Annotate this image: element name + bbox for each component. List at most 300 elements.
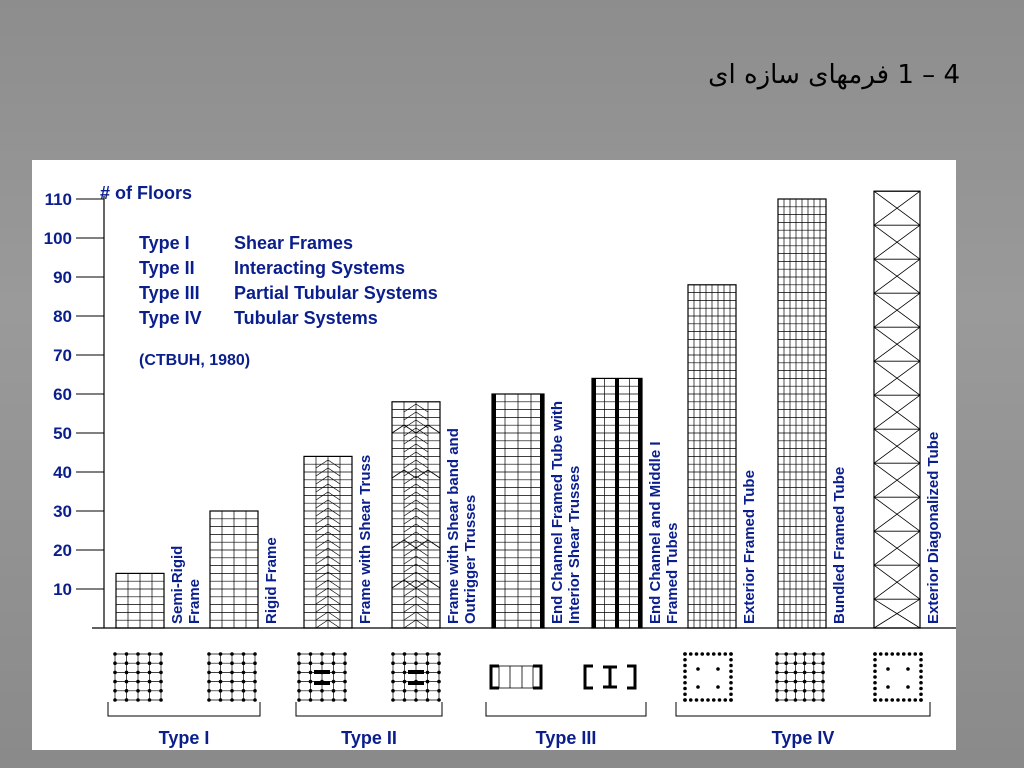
column-dot: [159, 671, 163, 675]
column-dot: [253, 698, 257, 702]
building-bars: [116, 191, 942, 628]
column-dot: [297, 698, 301, 702]
column-dot: [207, 671, 211, 675]
column-dot: [706, 652, 710, 656]
column-dot: [332, 680, 336, 684]
system-bar: [304, 455, 374, 628]
column-dot: [343, 689, 347, 693]
column-dot: [729, 698, 733, 702]
legend-type-2: Type II: [139, 258, 195, 278]
column-dot: [803, 680, 807, 684]
column-dot: [219, 698, 223, 702]
system-bar: [778, 199, 848, 628]
column-dot: [913, 698, 917, 702]
column-dot: [706, 698, 710, 702]
column-dot: [885, 698, 889, 702]
legend: [139, 233, 438, 369]
column-dot: [775, 698, 779, 702]
plan-grid: [115, 654, 161, 700]
system-label: Exterior Diagonalized Tube: [925, 431, 942, 624]
column-dot: [873, 687, 877, 691]
column-dot: [873, 658, 877, 662]
core-truss: [408, 670, 424, 674]
column-dot: [908, 652, 912, 656]
y-tick-label: 70: [53, 346, 72, 365]
column-dot: [821, 689, 825, 693]
column-dot: [343, 661, 347, 665]
legend-name-2: Interacting Systems: [234, 258, 406, 278]
column-dot: [136, 671, 140, 675]
column-dot: [873, 652, 877, 656]
column-dot: [309, 689, 313, 693]
column-dot: [207, 652, 211, 656]
system-label: Semi-Rigid: [169, 545, 186, 624]
column-dot: [113, 671, 117, 675]
column-dot: [873, 669, 877, 673]
column-dot: [890, 652, 894, 656]
column-dot: [403, 698, 407, 702]
plan-grid: [209, 654, 255, 700]
group-bracket: [108, 702, 260, 716]
bar-outline: [874, 191, 920, 628]
plan-grid: [393, 654, 439, 700]
interior-trusses: [510, 666, 522, 688]
column-dot: [207, 680, 211, 684]
system-label: Exterior Framed Tube: [741, 470, 758, 624]
column-dot: [873, 698, 877, 702]
column-dot: [683, 664, 687, 668]
column-dot: [309, 680, 313, 684]
column-dot: [683, 652, 687, 656]
floor-plan: [391, 652, 441, 702]
column-dot: [902, 652, 906, 656]
core-truss: [314, 670, 330, 674]
column-dot: [148, 661, 152, 665]
column-dot: [242, 680, 246, 684]
column-dot: [253, 680, 257, 684]
group-label: Type III: [535, 728, 597, 748]
column-dot: [230, 661, 234, 665]
column-dot: [803, 671, 807, 675]
column-dot: [242, 661, 246, 665]
column-dot: [113, 689, 117, 693]
column-dot: [437, 689, 441, 693]
column-dot: [136, 698, 140, 702]
column-dot: [919, 681, 923, 685]
column-dot: [784, 652, 788, 656]
column-dot: [403, 671, 407, 675]
column-dot: [696, 685, 700, 689]
column-dot: [873, 681, 877, 685]
column-dot: [879, 652, 883, 656]
y-ticks: [44, 190, 104, 599]
system-label-line2: Outrigger Trusses: [462, 494, 479, 624]
column-dot: [426, 661, 430, 665]
core-truss: [314, 681, 330, 685]
y-tick-label: 20: [53, 541, 72, 560]
group-bracket: [676, 702, 930, 716]
column-dot: [343, 698, 347, 702]
column-dot: [125, 671, 129, 675]
group-label: Type IV: [771, 728, 835, 748]
column-dot: [320, 661, 324, 665]
column-dot: [873, 664, 877, 668]
group-label: Type II: [341, 728, 397, 748]
column-dot: [136, 680, 140, 684]
column-dot: [919, 669, 923, 673]
column-dot: [242, 671, 246, 675]
column-dot: [718, 652, 722, 656]
y-tick-label: 100: [43, 229, 72, 248]
column-dot: [784, 661, 788, 665]
column-dot: [403, 652, 407, 656]
y-tick-label: 40: [53, 463, 72, 482]
column-dot: [343, 680, 347, 684]
column-dot: [253, 671, 257, 675]
column-dot: [729, 664, 733, 668]
column-dot: [729, 669, 733, 673]
column-dot: [896, 652, 900, 656]
column-dot: [426, 652, 430, 656]
column-dot: [297, 680, 301, 684]
y-tick-label: 50: [53, 424, 72, 443]
column-dot: [332, 671, 336, 675]
type-group: [486, 702, 646, 748]
column-dot: [689, 652, 693, 656]
column-dot: [723, 698, 727, 702]
column-dot: [148, 698, 152, 702]
column-dot: [821, 671, 825, 675]
legend-name-4: Tubular Systems: [234, 308, 378, 328]
column-dot: [700, 652, 704, 656]
column-dot: [332, 689, 336, 693]
bar-grid: [116, 573, 164, 628]
column-dot: [919, 658, 923, 662]
column-dot: [320, 652, 324, 656]
column-dot: [230, 652, 234, 656]
channel-wall: [540, 394, 544, 628]
column-dot: [695, 698, 699, 702]
column-dot: [821, 661, 825, 665]
y-axis-title: # of Floors: [100, 183, 193, 203]
column-dot: [919, 698, 923, 702]
legend-name-1: Shear Frames: [234, 233, 354, 253]
y-tick-label: 60: [53, 385, 72, 404]
column-dot: [343, 652, 347, 656]
column-dot: [219, 652, 223, 656]
column-dot: [391, 661, 395, 665]
system-label-line2: Interior Shear Trusses: [566, 465, 583, 624]
column-dot: [729, 675, 733, 679]
column-dot: [391, 671, 395, 675]
column-dot: [437, 680, 441, 684]
column-dot: [159, 680, 163, 684]
column-dot: [219, 671, 223, 675]
column-dot: [414, 652, 418, 656]
column-dot: [683, 658, 687, 662]
system-label: Frame with Shear Truss: [357, 454, 374, 624]
system-label: Bundled Framed Tube: [831, 466, 848, 624]
column-dot: [794, 680, 798, 684]
bar-grid: [304, 456, 352, 628]
system-label-line2: Frame: [186, 578, 203, 624]
column-dot: [885, 652, 889, 656]
middle-i-wall: [615, 378, 619, 628]
column-dot: [309, 652, 313, 656]
column-dot: [879, 698, 883, 702]
plan-grid: [299, 654, 345, 700]
column-dot: [886, 685, 890, 689]
column-dot: [125, 680, 129, 684]
column-dot: [113, 698, 117, 702]
column-dot: [775, 689, 779, 693]
column-dot: [437, 698, 441, 702]
core-truss: [408, 681, 424, 685]
column-dot: [437, 652, 441, 656]
column-dot: [219, 680, 223, 684]
channel-wall: [592, 378, 596, 628]
system-bar: [116, 546, 203, 628]
system-label: Frame with Shear band and: [445, 428, 462, 624]
legend-name-3: Partial Tubular Systems: [234, 283, 438, 303]
column-dot: [683, 687, 687, 691]
column-dot: [803, 689, 807, 693]
column-dot: [403, 680, 407, 684]
column-dot: [230, 671, 234, 675]
floor-plan: [775, 652, 825, 702]
column-dot: [718, 698, 722, 702]
column-dot: [794, 661, 798, 665]
column-dot: [812, 671, 816, 675]
column-dot: [297, 652, 301, 656]
channel-wall: [638, 378, 642, 628]
column-dot: [159, 689, 163, 693]
column-dot: [812, 689, 816, 693]
column-dot: [426, 680, 430, 684]
column-dot: [207, 698, 211, 702]
column-dot: [426, 671, 430, 675]
column-dot: [332, 698, 336, 702]
column-dot: [906, 685, 910, 689]
column-dot: [148, 652, 152, 656]
column-dot: [320, 698, 324, 702]
column-dot: [437, 671, 441, 675]
column-dot: [113, 680, 117, 684]
group-bracket: [296, 702, 442, 716]
column-dot: [403, 689, 407, 693]
column-dot: [125, 698, 129, 702]
column-dot: [391, 680, 395, 684]
column-dot: [919, 664, 923, 668]
column-dot: [695, 652, 699, 656]
column-dot: [297, 661, 301, 665]
column-dot: [207, 689, 211, 693]
column-dot: [125, 689, 129, 693]
column-dot: [890, 698, 894, 702]
floor-plan: [683, 652, 733, 702]
column-dot: [125, 652, 129, 656]
column-dot: [729, 652, 733, 656]
column-dot: [913, 652, 917, 656]
interior-truss-box: [499, 666, 533, 688]
system-label: End Channel Framed Tube with: [549, 400, 566, 624]
plan-grid: [777, 654, 823, 700]
column-dot: [803, 661, 807, 665]
column-dot: [696, 667, 700, 671]
column-dot: [391, 689, 395, 693]
column-dot: [683, 698, 687, 702]
column-dot: [873, 692, 877, 696]
column-dot: [712, 652, 716, 656]
y-tick-label: 80: [53, 307, 72, 326]
group-label: Type I: [158, 728, 210, 748]
middle-i-section: [603, 667, 617, 687]
column-dot: [812, 698, 816, 702]
column-dot: [784, 698, 788, 702]
column-dot: [230, 698, 234, 702]
floor-plan: [113, 652, 163, 702]
column-dot: [437, 661, 441, 665]
column-dot: [821, 698, 825, 702]
column-dot: [794, 689, 798, 693]
column-dot: [403, 661, 407, 665]
column-dot: [159, 661, 163, 665]
column-dot: [332, 652, 336, 656]
column-dot: [426, 698, 430, 702]
column-dot: [391, 652, 395, 656]
column-dot: [219, 661, 223, 665]
column-dot: [794, 652, 798, 656]
column-dot: [253, 652, 257, 656]
column-dot: [896, 698, 900, 702]
column-dot: [159, 652, 163, 656]
y-tick-label: 10: [53, 580, 72, 599]
column-dot: [242, 652, 246, 656]
column-dot: [320, 689, 324, 693]
column-dot: [906, 667, 910, 671]
floor-plan: [297, 652, 347, 702]
column-dot: [332, 661, 336, 665]
column-dot: [919, 652, 923, 656]
column-dot: [426, 689, 430, 693]
floor-plan: [491, 666, 541, 688]
chart-canvas: [32, 160, 956, 750]
column-dot: [391, 698, 395, 702]
legend-type-1: Type I: [139, 233, 190, 253]
y-tick-label: 30: [53, 502, 72, 521]
column-dot: [902, 698, 906, 702]
column-dot: [908, 698, 912, 702]
column-dot: [219, 689, 223, 693]
column-dot: [812, 680, 816, 684]
column-dot: [253, 689, 257, 693]
column-dot: [414, 661, 418, 665]
legend-type-3: Type III: [139, 283, 200, 303]
column-dot: [148, 671, 152, 675]
column-dot: [309, 698, 313, 702]
column-dot: [803, 698, 807, 702]
column-dot: [683, 669, 687, 673]
system-label-line2: Framed Tubes: [664, 522, 681, 624]
column-dot: [729, 658, 733, 662]
column-dot: [207, 661, 211, 665]
column-dot: [723, 652, 727, 656]
column-dot: [919, 687, 923, 691]
column-dot: [794, 671, 798, 675]
column-dot: [136, 652, 140, 656]
bar-grid: [688, 285, 736, 628]
floor-plan: [207, 652, 257, 702]
column-dot: [812, 661, 816, 665]
column-dot: [712, 698, 716, 702]
column-dot: [821, 652, 825, 656]
type-group: [108, 702, 260, 748]
column-dot: [113, 652, 117, 656]
end-channels: [491, 666, 541, 688]
system-bar: [592, 378, 681, 628]
column-dot: [683, 675, 687, 679]
bar-grid: [778, 199, 826, 628]
floor-plan: [585, 666, 635, 688]
column-dot: [343, 671, 347, 675]
y-tick-label: 110: [44, 190, 72, 209]
system-bar: [492, 394, 583, 628]
y-tick-label: 90: [53, 268, 72, 287]
column-dot: [803, 652, 807, 656]
column-dot: [794, 698, 798, 702]
type-group: [676, 702, 930, 748]
slide-title: 4 – 1 فرمهای سازه ای: [708, 60, 960, 90]
column-dot: [242, 689, 246, 693]
column-dot: [729, 681, 733, 685]
column-dot: [821, 680, 825, 684]
column-dot: [159, 698, 163, 702]
bar-grid: [492, 394, 544, 628]
column-dot: [775, 671, 779, 675]
column-dot: [919, 675, 923, 679]
bar-grid: [210, 511, 258, 628]
column-dot: [297, 671, 301, 675]
column-dot: [784, 680, 788, 684]
column-dot: [242, 698, 246, 702]
column-dot: [136, 689, 140, 693]
column-dot: [784, 689, 788, 693]
column-dot: [309, 671, 313, 675]
floor-plans: [113, 652, 923, 702]
column-dot: [775, 661, 779, 665]
system-bar: [874, 191, 942, 628]
column-dot: [125, 661, 129, 665]
column-dot: [873, 675, 877, 679]
column-dot: [919, 692, 923, 696]
column-dot: [812, 652, 816, 656]
column-dot: [775, 652, 779, 656]
column-dot: [700, 698, 704, 702]
legend-type-4: Type IV: [139, 308, 202, 328]
column-dot: [689, 698, 693, 702]
column-dot: [729, 687, 733, 691]
column-dot: [148, 680, 152, 684]
column-dot: [230, 680, 234, 684]
diagonal-bracing: [874, 191, 920, 628]
type-groups: [108, 702, 930, 748]
channel-wall: [492, 394, 496, 628]
group-bracket: [486, 702, 646, 716]
column-dot: [886, 667, 890, 671]
structural-systems-chart: [32, 160, 956, 750]
column-dot: [729, 692, 733, 696]
column-dot: [683, 681, 687, 685]
